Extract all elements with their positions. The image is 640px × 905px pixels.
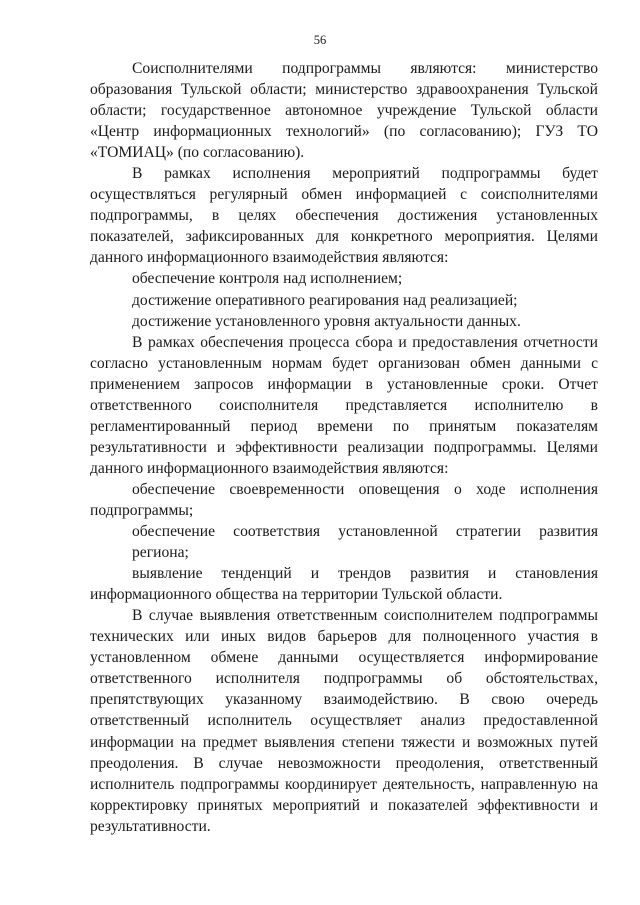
document-body (90, 58, 598, 837)
list-item-trends: выявление тенденций и трендов развития и становления информационного общества на территории Тульской области. (90, 565, 598, 604)
list-item-control: обеспечение контроля над исполнением; (132, 270, 403, 288)
page-number: 56 (313, 33, 327, 47)
list-item-timely-notification: обеспечение своевременности оповещения о ходе исполнения подпрограммы; (90, 480, 598, 519)
list-item-data-relevance: достижение установленного уровня актуальности данных. (132, 312, 521, 330)
paragraph-reporting: В рамках обеспечения процесса сбора и предоставления отчетности согласно установленным нормам будет организован обмен данными с применением запросов информации в установленные сроки. Отчет ответственного соисполнителя представляется исполнителю в регламентированный период времени по принятым показателям результативности и эффективности реализации подпрограммы. Целями данного информационного взаимодействия являются: (90, 333, 598, 477)
list-item-strategy-compliance: обеспечение соответствия установленной стратегии развития региона; (132, 523, 598, 562)
paragraph-information-exchange: В рамках исполнения мероприятий подпрограммы будет осуществляться регулярный обмен информацией с соисполнителями подпрограммы, в целях обеспечения достижения установленных показателей, зафиксированных для конкретного мероприятия. Целями данного информационного взаимодействия являются: (90, 165, 598, 267)
paragraph-coexecutors: Соисполнителями подпрограммы являются: министерство образования Тульской области; министерство здравоохранения Тульской области; государственное автономное учреждение Тульской области «Центр информационных технологий» (по согласованию); ГУЗ ТО «ТОМИАЦ» (по согласованию). (90, 60, 598, 162)
list-item-operative-response: достижение оперативного реагирования над реализацией; (132, 291, 518, 309)
paragraph-barriers: В случае выявления ответственным соисполнителем подпрограммы технических или иных видов барьеров для полноценного участия в установленном обмене данными осуществляется информирование ответственного исполнителя подпрограммы об обстоятельствах, препятствующих указанному взаимодействию. В свою очередь ответственный исполнитель осуществляет анализ предоставленной информации на предмет выявления степени тяжести и возможных путей преодоления. В случае невозможности преодоления, ответственный исполнитель подпрограммы координирует деятельность, направленную на корректировку принятых мероприятий и показателей эффективности и результативности. (90, 607, 598, 835)
